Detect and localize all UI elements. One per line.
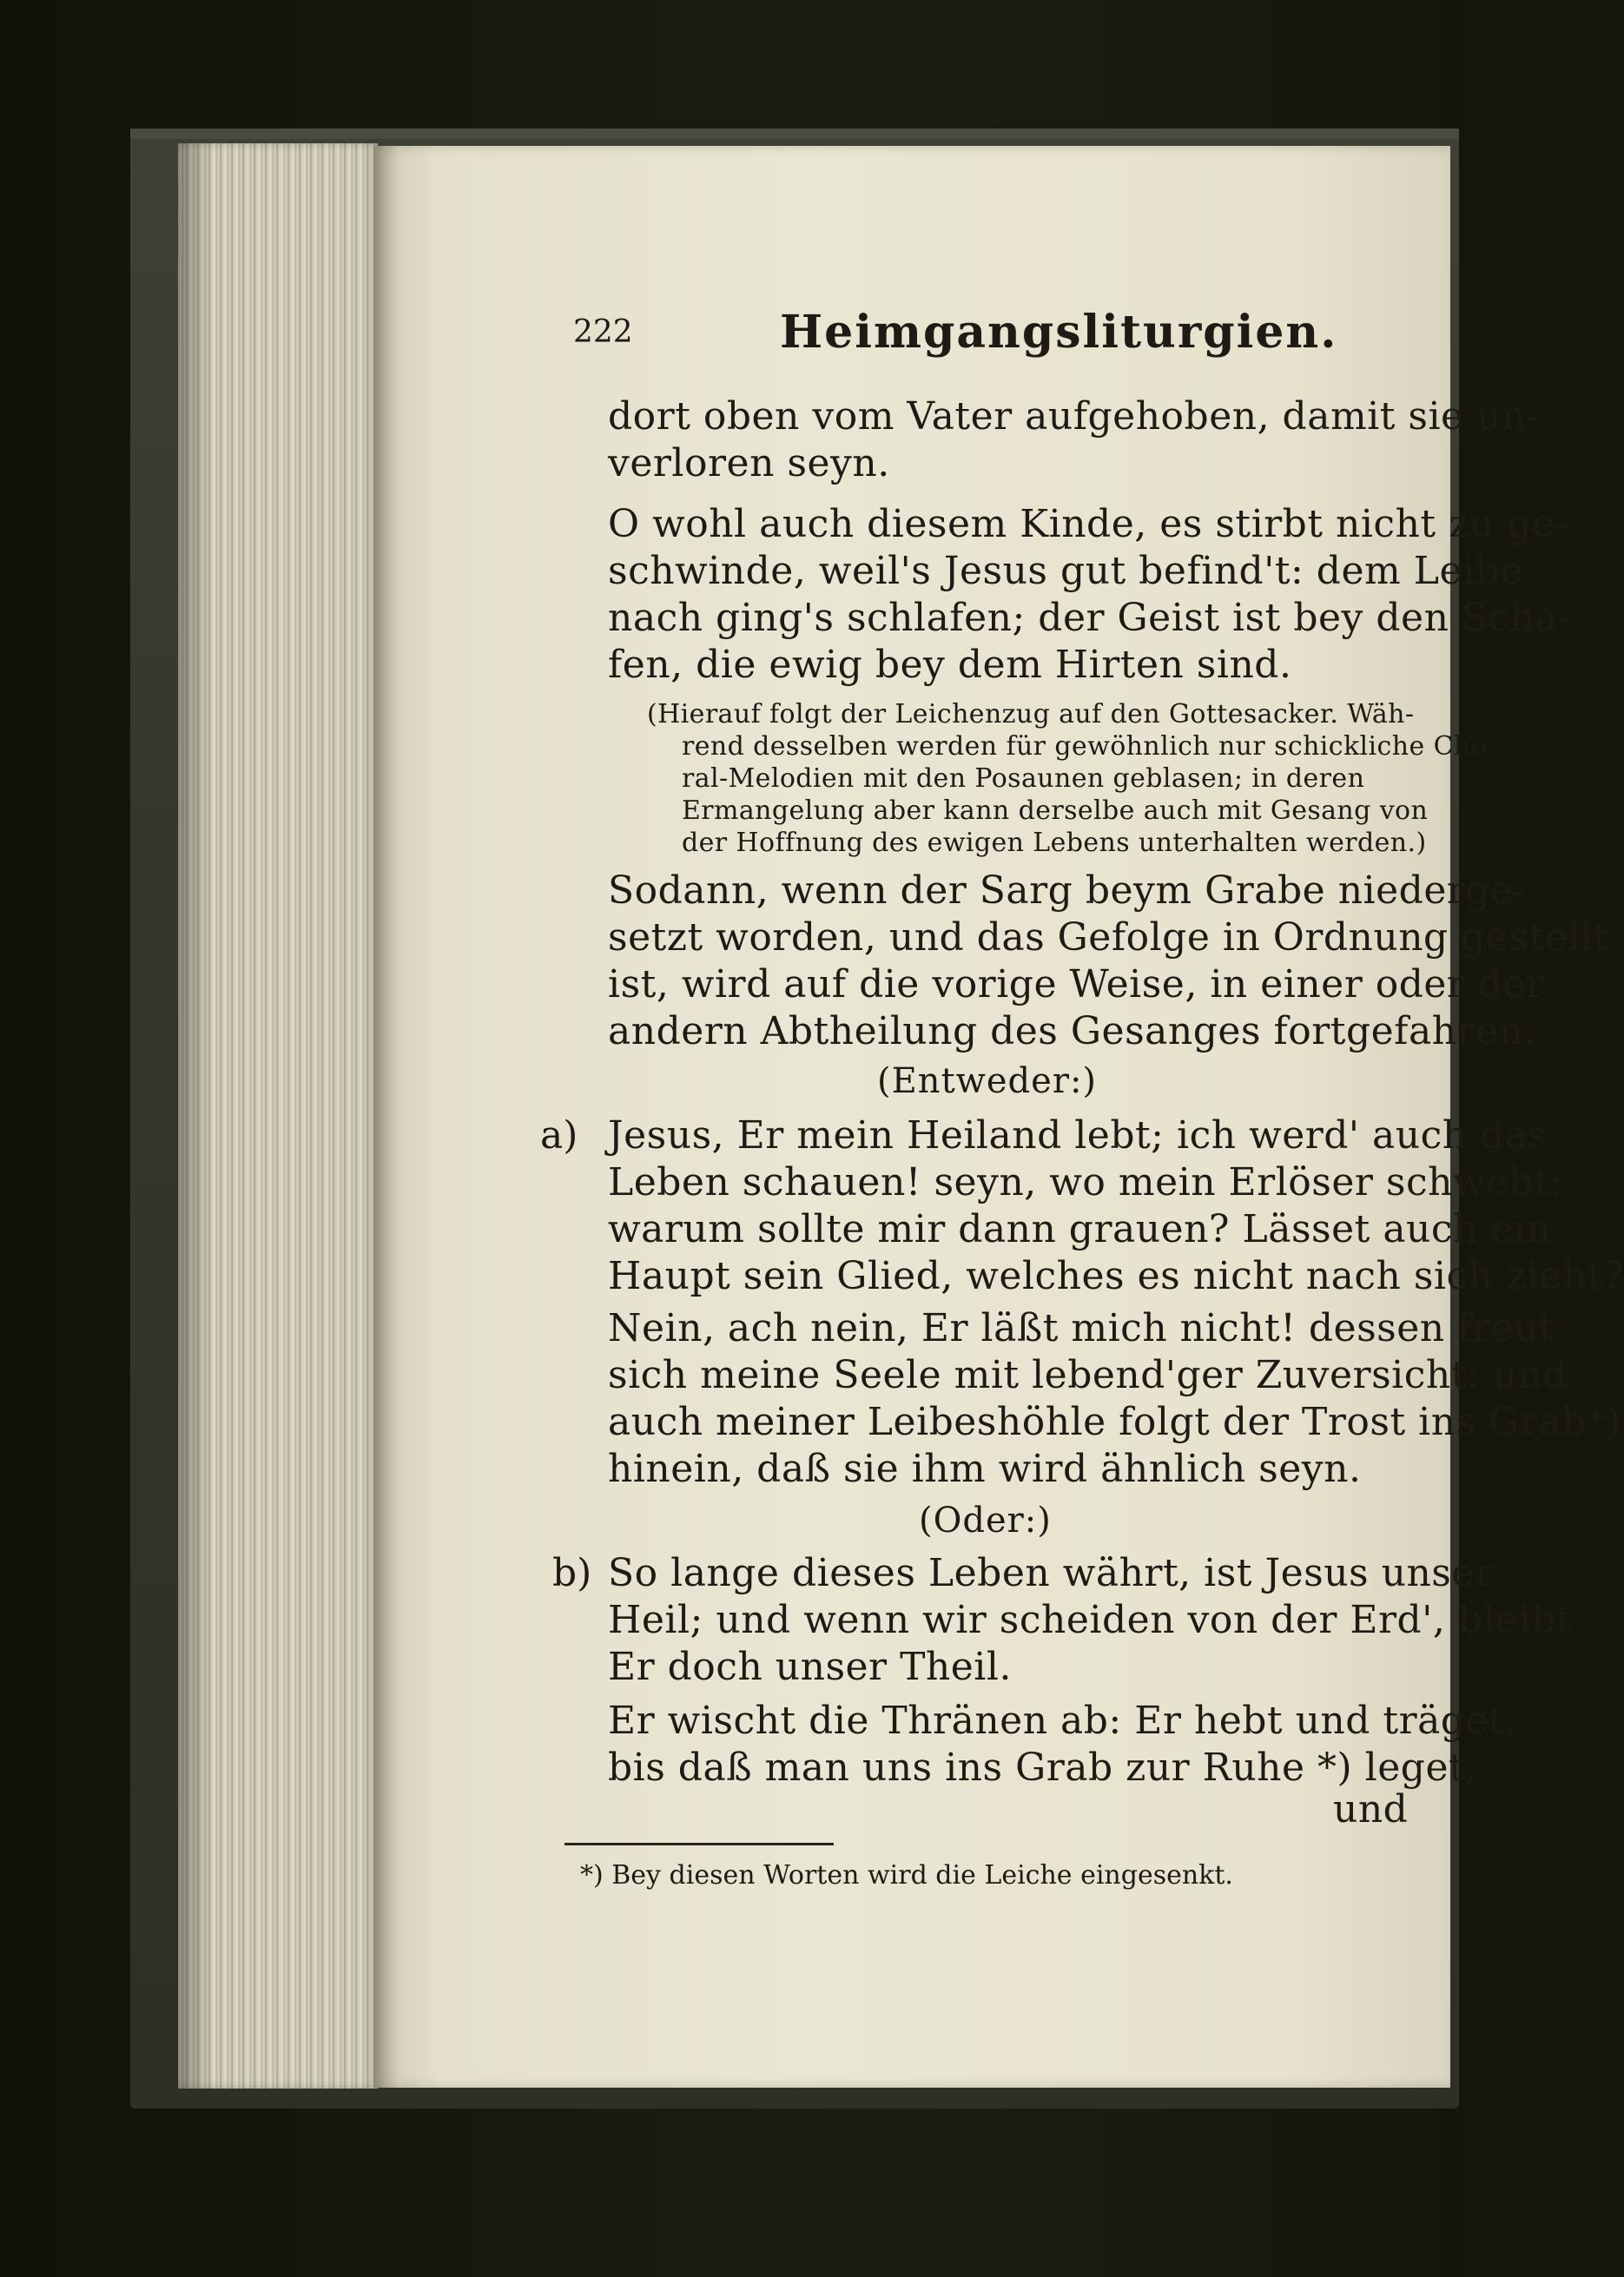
or-label: (Oder:) <box>919 1501 1052 1541</box>
rubric-line-3: ral-Melodien mit den Posaunen geblasen; in deren <box>682 763 1365 794</box>
page-number: 222 <box>573 314 633 350</box>
paragraph-3-line-4: andern Abtheilung des Gesanges fortgefahren. <box>608 1009 1536 1053</box>
rubric-line-2: rend desselben werden für gewöhnlich nur schickliche Cho- <box>682 731 1496 762</box>
verse-a-cont-line-4: hinein, daß sie ihm wird ähnlich seyn. <box>608 1447 1362 1491</box>
page-edges-shadow <box>178 143 213 2089</box>
verse-a-cont-line-1: Nein, ach nein, Er läßt mich nicht! dessen freut <box>608 1306 1555 1350</box>
paragraph-1-line-2: verloren seyn. <box>608 441 890 485</box>
paragraph-2-line-1: O wohl auch diesem Kinde, es stirbt nicht zu ge- <box>608 502 1568 546</box>
page-gutter <box>373 146 399 2088</box>
paragraph-1-line-1: dort oben vom Vater aufgehoben, damit sie un- <box>608 394 1541 439</box>
verse-a-cont-line-3: auch meiner Leibeshöhle folgt der Trost ins Grab*) <box>608 1400 1621 1444</box>
either-label: (Entweder:) <box>877 1061 1098 1101</box>
footnote: *) Bey diesen Worten wird die Leiche eingesenkt. <box>580 1860 1233 1891</box>
rubric-line-4: Ermangelung aber kann derselbe auch mit Gesang von <box>682 795 1429 826</box>
verse-a-marker: a) <box>540 1113 578 1158</box>
verse-b-cont-line-1: Er wischt die Thränen ab: Er hebt und träget, <box>608 1699 1517 1743</box>
verse-b-line-3: Er doch unser Theil. <box>608 1645 1012 1689</box>
footnote-rule <box>564 1843 834 1845</box>
paragraph-3-line-1: Sodann, wenn der Sarg beym Grabe niederge- <box>608 868 1527 913</box>
paragraph-2-line-4: fen, die ewig bey dem Hirten sind. <box>608 643 1292 687</box>
cover-edge <box>130 129 1459 139</box>
verse-b-line-1: So lange dieses Leben währt, ist Jesus unser <box>608 1551 1494 1595</box>
verse-a-line-2: Leben schauen! seyn, wo mein Erlöser schwebt: <box>608 1160 1563 1204</box>
rubric-line-1: (Hierauf folgt der Leichenzug auf den Gottesacker. Wäh- <box>647 699 1415 729</box>
rubric-line-5: der Hoffnung des ewigen Lebens unterhalten werden.) <box>682 828 1427 858</box>
verse-b-marker: b) <box>552 1551 592 1595</box>
paragraph-2-line-3: nach ging's schlafen; der Geist ist bey den Scha- <box>608 596 1572 640</box>
verse-a-cont-line-2: sich meine Seele mit lebend'ger Zuversicht: und <box>608 1353 1568 1397</box>
catchword: und <box>1333 1787 1409 1832</box>
paragraph-3-line-2: setzt worden, und das Gefolge in Ordnung gestellt <box>608 915 1609 960</box>
running-title: Heimgangsliturgien. <box>780 306 1338 359</box>
paragraph-2-line-2: schwinde, weil's Jesus gut befind't: dem Leibe <box>608 549 1523 593</box>
verse-a-line-3: warum sollte mir dann grauen? Lässet auch ein <box>608 1207 1552 1251</box>
verse-b-line-2: Heil; und wenn wir scheiden von der Erd', bleibt <box>608 1598 1572 1642</box>
verse-a-line-1: Jesus, Er mein Heiland lebt; ich werd' auch das <box>608 1113 1548 1158</box>
verse-a-line-4: Haupt sein Glied, welches es nicht nach sich zieht? <box>608 1254 1624 1298</box>
verse-b-cont-line-2: bis daß man uns ins Grab zur Ruhe *) leget, <box>608 1746 1477 1790</box>
paragraph-3-line-3: ist, wird auf die vorige Weise, in einer oder der <box>608 962 1545 1006</box>
